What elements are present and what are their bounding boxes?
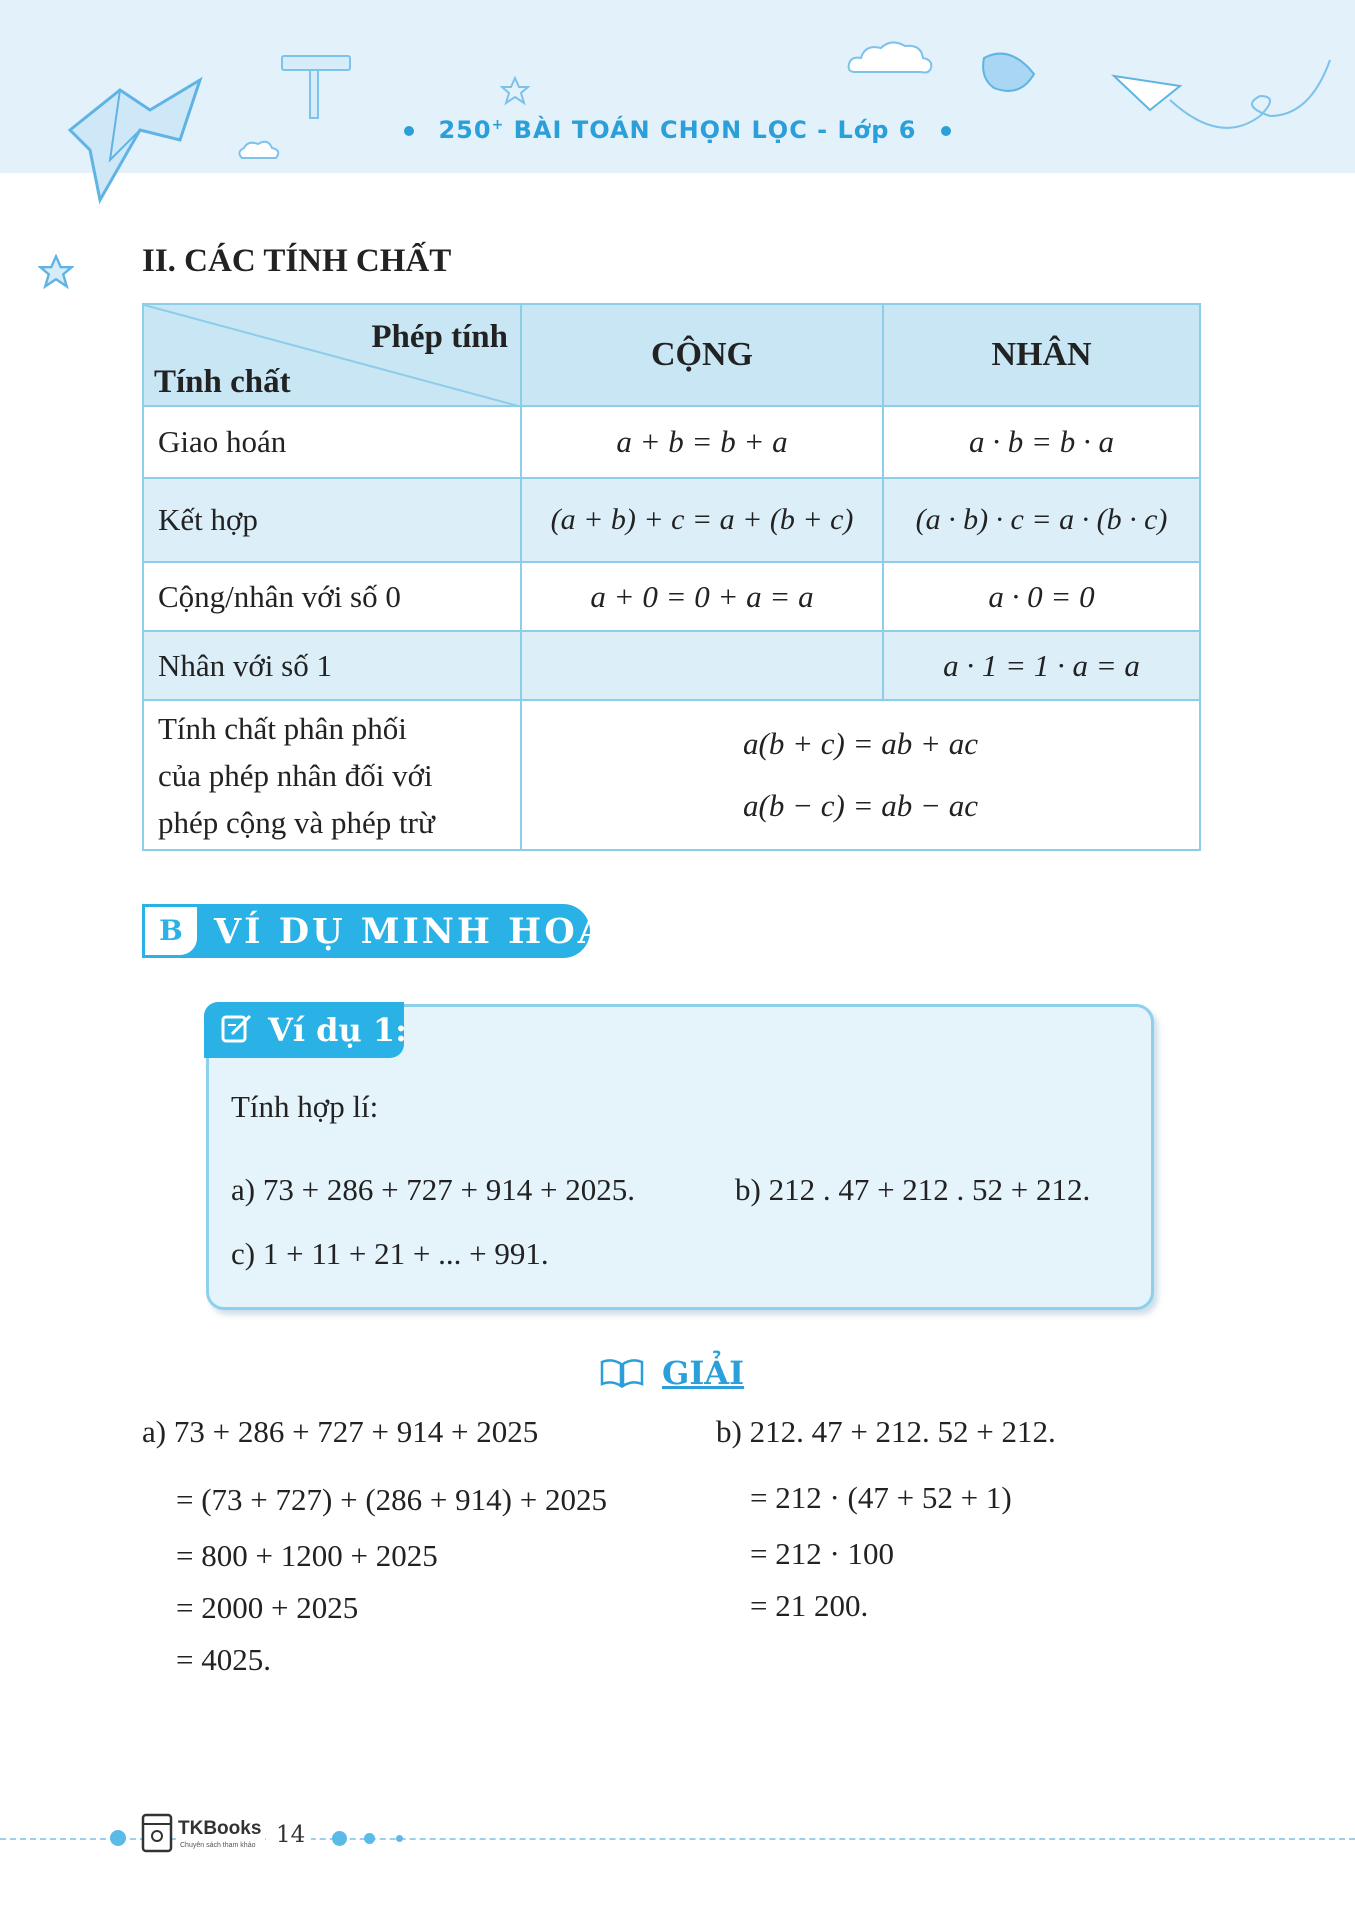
distributive-formula-add: a(b + c) = ab + ac [743, 726, 978, 761]
solution-a-step: = 2000 + 2025 [176, 1590, 359, 1625]
page-number: 14 [270, 1822, 311, 1848]
footer-dot [110, 1830, 126, 1846]
distributive-label-line1: Tính chất phân phối [158, 710, 407, 746]
row-label-commutative: Giao hoán [143, 406, 521, 478]
left-star-decoration-icon [38, 254, 74, 290]
footer-dot [364, 1833, 375, 1844]
note-edit-icon [220, 1012, 254, 1050]
section-b-title: VÍ DỤ MINH HOẠ [214, 911, 608, 952]
associative-add-formula: (a + b) + c = a + (b + c) [521, 478, 883, 562]
example-part-c: c) 1 + 11 + 21 + ... + 991. [231, 1236, 549, 1271]
signpost-decoration-icon [280, 52, 360, 122]
cloud-decoration-icon [845, 38, 935, 78]
distributive-label-line2: của phép nhân đối với [158, 757, 433, 793]
solution-b-heading: b) 212. 47 + 212. 52 + 212. [716, 1414, 1056, 1449]
corner-operation-label: Phép tính [371, 319, 508, 355]
footer-dot [332, 1831, 347, 1846]
row-label-associative: Kết hợp [143, 478, 521, 562]
header-dot-right [941, 126, 951, 136]
table-row [143, 478, 1200, 562]
open-book-icon [598, 1358, 646, 1392]
distributive-label-line3: phép cộng và phép trừ [158, 804, 435, 840]
one-mul-formula: a · 1 = 1 · a = a [883, 631, 1200, 700]
distributive-formula-sub: a(b − c) = ab − ac [743, 788, 978, 823]
example-part-b: b) 212 . 47 + 212 . 52 + 212. [735, 1172, 1091, 1207]
table-row [143, 631, 1200, 700]
commutative-mul-formula: a · b = b · a [883, 406, 1200, 478]
row-label-distributive [143, 700, 521, 850]
table-row [143, 700, 1200, 850]
footer-brand: TKBooks [178, 1818, 265, 1840]
solution-a-step: = 4025. [176, 1642, 271, 1677]
leaf-decoration-icon [980, 48, 1040, 98]
zero-add-formula: a + 0 = 0 + a = a [521, 562, 883, 631]
one-add-formula [521, 631, 883, 700]
solution-title: GIẢI [662, 1354, 745, 1392]
properties-table [142, 303, 1201, 851]
example-label: Ví dụ 1: [268, 1011, 407, 1049]
header-title-number: 250 [438, 116, 492, 144]
header-dot-left [404, 126, 414, 136]
solution-a-step: = (73 + 727) + (286 + 914) + 2025 [176, 1482, 607, 1517]
zero-mul-formula: a · 0 = 0 [883, 562, 1200, 631]
commutative-add-formula: a + b = b + a [521, 406, 883, 478]
example-prompt: Tính hợp lí: [231, 1089, 379, 1124]
star-decoration-icon [500, 76, 530, 106]
solution-b-step: = 212 · 100 [750, 1536, 895, 1571]
header-title [0, 116, 1355, 144]
footer-tagline: Chuyên sách tham khảo [180, 1842, 256, 1849]
solution-b-step: = 21 200. [750, 1588, 869, 1623]
header-title-sup: + [491, 117, 505, 133]
associative-mul-formula: (a · b) · c = a · (b · c) [883, 478, 1200, 562]
section-title: II. CÁC TÍNH CHẤT [142, 243, 452, 279]
table-row [143, 406, 1200, 478]
header-title-text: BÀI TOÁN CHỌN LỌC - Lớp 6 [513, 116, 917, 144]
row-label-zero: Cộng/nhân với số 0 [143, 562, 521, 631]
solution-b-step: = 212 · (47 + 52 + 1) [750, 1480, 1012, 1515]
column-header-add: CỘNG [521, 304, 883, 406]
distributive-formulas [521, 700, 1200, 850]
table-row [143, 562, 1200, 631]
section-b-badge: B [142, 904, 200, 958]
solution-a-step: = 800 + 1200 + 2025 [176, 1538, 438, 1573]
solution-a-heading: a) 73 + 286 + 727 + 914 + 2025 [142, 1414, 539, 1449]
example-part-a: a) 73 + 286 + 727 + 914 + 2025. [231, 1172, 636, 1207]
column-header-mul: NHÂN [883, 304, 1200, 406]
tkbooks-logo-icon [140, 1812, 176, 1858]
row-label-one: Nhân với số 1 [143, 631, 521, 700]
corner-property-label: Tính chất [154, 364, 291, 400]
footer-dot [396, 1835, 403, 1842]
table-corner-cell [143, 304, 521, 406]
